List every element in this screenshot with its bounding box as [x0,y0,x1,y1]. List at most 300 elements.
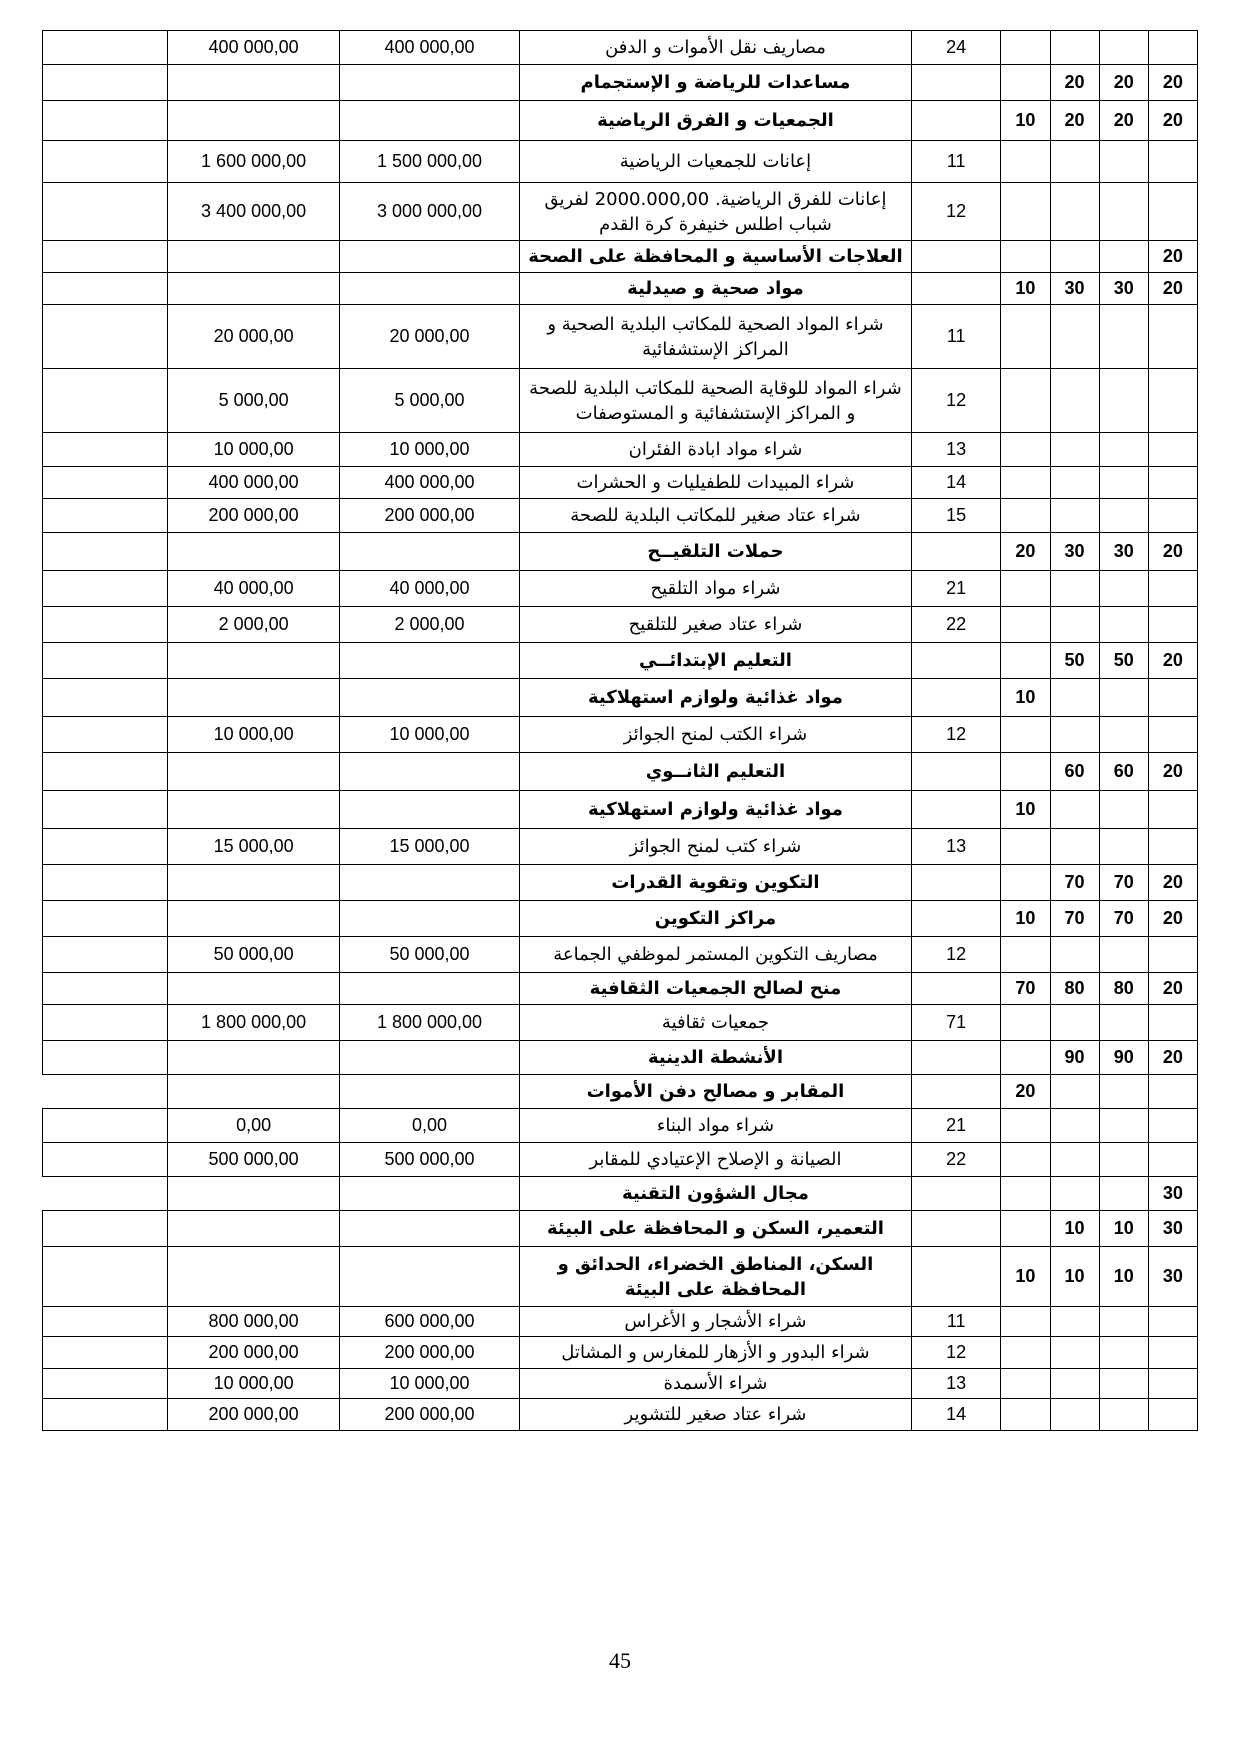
cell-amount-b [340,273,520,305]
cell-num-4 [1148,141,1197,183]
cell-spacer [43,791,168,829]
cell-num-2: 20 [1050,65,1099,101]
cell-num-3 [1099,31,1148,65]
cell-item-code: 24 [912,31,1001,65]
cell-num-4: 30 [1148,1177,1197,1211]
cell-num-1 [1001,717,1050,753]
cell-spacer [43,865,168,901]
cell-amount-b [340,533,520,571]
cell-item-label: العلاجات الأساسية و المحافظة على الصحة [519,241,911,273]
section-heading-row [43,901,1198,937]
cell-amount-b: 200 000,00 [340,1337,520,1369]
section-heading-row [43,865,1198,901]
cell-num-2 [1050,1109,1099,1143]
cell-item-label: إعانات للفرق الرياضية. 2000.000,00 لفريق شباب اطلس خنيفرة كرة القدم [519,183,911,241]
cell-amount-b: 200 000,00 [340,1399,520,1431]
cell-item-code: 12 [912,369,1001,433]
cell-amount-a [168,643,340,679]
cell-num-1 [1001,369,1050,433]
cell-spacer [43,305,168,369]
cell-num-1 [1001,499,1050,533]
table-row [43,467,1198,499]
section-heading-row [43,973,1198,1005]
cell-spacer [43,1247,168,1307]
cell-num-4 [1148,183,1197,241]
cell-amount-a [168,273,340,305]
cell-spacer [43,499,168,533]
cell-item-code: 13 [912,1369,1001,1399]
table-row [43,607,1198,643]
cell-amount-a: 400 000,00 [168,31,340,65]
cell-num-3 [1099,1177,1148,1211]
cell-num-3: 80 [1099,973,1148,1005]
cell-num-3 [1099,1337,1148,1369]
cell-num-2 [1050,467,1099,499]
cell-amount-a: 10 000,00 [168,1369,340,1399]
cell-item-code [912,273,1001,305]
cell-amount-a: 500 000,00 [168,1143,340,1177]
cell-num-1 [1001,571,1050,607]
cell-num-2 [1050,829,1099,865]
table-row [43,31,1198,65]
cell-num-3 [1099,433,1148,467]
cell-item-label: التعمير، السكن و المحافظة على البيئة [519,1211,911,1247]
section-heading-row [43,65,1198,101]
table-row [43,1369,1198,1399]
cell-num-4: 20 [1148,241,1197,273]
section-heading-row [43,533,1198,571]
cell-spacer [43,1369,168,1399]
section-heading-row [43,1041,1198,1075]
cell-amount-b: 40 000,00 [340,571,520,607]
cell-amount-b: 50 000,00 [340,937,520,973]
cell-num-4: 30 [1148,1211,1197,1247]
cell-amount-b [340,65,520,101]
cell-item-code [912,1247,1001,1307]
section-heading-row [43,1247,1198,1307]
cell-num-1 [1001,1337,1050,1369]
cell-item-label: الأنشطة الدينية [519,1041,911,1075]
cell-spacer [43,829,168,865]
cell-item-code: 11 [912,1307,1001,1337]
cell-num-2: 70 [1050,901,1099,937]
cell-amount-b: 0,00 [340,1109,520,1143]
cell-num-2 [1050,1307,1099,1337]
cell-num-4 [1148,717,1197,753]
cell-num-1 [1001,305,1050,369]
cell-amount-a: 200 000,00 [168,1337,340,1369]
cell-spacer [43,1399,168,1431]
cell-num-4 [1148,829,1197,865]
cell-item-code [912,1177,1001,1211]
cell-num-2 [1050,31,1099,65]
cell-item-label: شراء عتاد صغير للتشوير [519,1399,911,1431]
cell-amount-b: 500 000,00 [340,1143,520,1177]
cell-spacer [43,901,168,937]
cell-num-2 [1050,1177,1099,1211]
cell-num-3 [1099,829,1148,865]
cell-amount-a: 400 000,00 [168,467,340,499]
cell-num-1: 70 [1001,973,1050,1005]
cell-item-code: 11 [912,305,1001,369]
cell-spacer [43,467,168,499]
cell-amount-b [340,1177,520,1211]
cell-item-code [912,791,1001,829]
cell-item-code [912,643,1001,679]
cell-num-4 [1148,937,1197,973]
cell-num-1 [1001,433,1050,467]
cell-num-1: 10 [1001,679,1050,717]
cell-amount-a [168,973,340,1005]
cell-num-3 [1099,1143,1148,1177]
cell-item-code: 13 [912,433,1001,467]
section-heading-row [43,643,1198,679]
cell-spacer [43,31,168,65]
cell-num-2 [1050,241,1099,273]
cell-item-code: 21 [912,1109,1001,1143]
cell-num-4: 20 [1148,273,1197,305]
cell-amount-b: 15 000,00 [340,829,520,865]
table-row [43,1143,1198,1177]
cell-amount-b [340,1247,520,1307]
table-row [43,1337,1198,1369]
cell-amount-a: 10 000,00 [168,433,340,467]
cell-num-2 [1050,1075,1099,1109]
cell-amount-a: 40 000,00 [168,571,340,607]
cell-num-4: 30 [1148,1247,1197,1307]
cell-item-label: مواد غذائية ولوازم استهلاكية [519,679,911,717]
cell-num-2 [1050,1005,1099,1041]
cell-item-code: 21 [912,571,1001,607]
cell-item-code: 22 [912,1143,1001,1177]
cell-item-label: مصاريف نقل الأموات و الدفن [519,31,911,65]
table-row [43,305,1198,369]
cell-num-2 [1050,499,1099,533]
cell-amount-b: 400 000,00 [340,467,520,499]
cell-num-1: 10 [1001,101,1050,141]
cell-amount-b: 400 000,00 [340,31,520,65]
section-heading-row [43,101,1198,141]
cell-item-label: مواد غذائية ولوازم استهلاكية [519,791,911,829]
section-heading-row [43,1075,1198,1109]
section-heading-row [43,679,1198,717]
cell-amount-a: 0,00 [168,1109,340,1143]
cell-num-3 [1099,369,1148,433]
cell-num-4: 20 [1148,101,1197,141]
cell-num-4: 20 [1148,753,1197,791]
cell-num-1 [1001,141,1050,183]
cell-spacer [43,973,168,1005]
cell-item-code: 12 [912,717,1001,753]
cell-num-3: 10 [1099,1211,1148,1247]
cell-num-3: 20 [1099,65,1148,101]
cell-item-code [912,241,1001,273]
cell-num-2: 30 [1050,533,1099,571]
cell-item-label: شراء المواد الصحية للمكاتب البلدية الصحية و المراكز الإستشفائية [519,305,911,369]
cell-amount-b: 3 000 000,00 [340,183,520,241]
cell-amount-a [168,679,340,717]
cell-num-3 [1099,717,1148,753]
cell-num-1 [1001,1307,1050,1337]
cell-num-2: 10 [1050,1247,1099,1307]
cell-amount-b [340,901,520,937]
cell-num-1: 10 [1001,901,1050,937]
cell-item-label: مجال الشؤون التقنية [519,1177,911,1211]
cell-num-4 [1148,1369,1197,1399]
cell-amount-b [340,973,520,1005]
table-row [43,937,1198,973]
cell-num-2 [1050,433,1099,467]
cell-spacer [43,241,168,273]
cell-amount-b: 10 000,00 [340,717,520,753]
cell-amount-a: 800 000,00 [168,1307,340,1337]
cell-spacer [43,1005,168,1041]
cell-spacer [43,533,168,571]
cell-item-label: التكوين وتقوية القدرات [519,865,911,901]
cell-amount-a [168,753,340,791]
cell-num-2 [1050,607,1099,643]
cell-item-label: شراء الأسمدة [519,1369,911,1399]
table-row [43,499,1198,533]
cell-spacer [43,273,168,305]
cell-spacer [43,1109,168,1143]
cell-num-3: 70 [1099,901,1148,937]
cell-item-code: 13 [912,829,1001,865]
cell-amount-a: 200 000,00 [168,1399,340,1431]
cell-num-3 [1099,937,1148,973]
cell-item-code: 71 [912,1005,1001,1041]
cell-amount-a [168,791,340,829]
cell-amount-a [168,533,340,571]
cell-item-label: شراء المبيدات للطفيليات و الحشرات [519,467,911,499]
cell-amount-b [340,1211,520,1247]
cell-num-1 [1001,1369,1050,1399]
cell-num-1: 10 [1001,791,1050,829]
cell-num-1 [1001,183,1050,241]
cell-num-1: 10 [1001,1247,1050,1307]
cell-num-2 [1050,791,1099,829]
cell-num-4 [1148,31,1197,65]
cell-amount-b: 10 000,00 [340,433,520,467]
cell-num-2: 30 [1050,273,1099,305]
cell-item-label: الصيانة و الإصلاح الإعتيادي للمقابر [519,1143,911,1177]
section-heading-row [43,241,1198,273]
cell-item-label: مراكز التكوين [519,901,911,937]
cell-item-label: التعليم الثانــوي [519,753,911,791]
cell-amount-b: 2 000,00 [340,607,520,643]
cell-num-4 [1148,571,1197,607]
table-row [43,369,1198,433]
table-row [43,829,1198,865]
cell-num-4 [1148,369,1197,433]
cell-item-code [912,1075,1001,1109]
cell-num-3: 30 [1099,533,1148,571]
cell-num-2: 80 [1050,973,1099,1005]
cell-num-4 [1148,499,1197,533]
cell-item-label: منح لصالح الجمعيات الثقافية [519,973,911,1005]
cell-num-3 [1099,467,1148,499]
cell-item-code [912,901,1001,937]
cell-item-label: مواد صحية و صيدلية [519,273,911,305]
cell-num-4 [1148,1143,1197,1177]
cell-num-4: 20 [1148,1041,1197,1075]
cell-amount-a [168,1177,340,1211]
cell-num-1 [1001,1041,1050,1075]
cell-num-2: 50 [1050,643,1099,679]
cell-num-2 [1050,141,1099,183]
cell-item-label: شراء الكتب لمنح الجوائز [519,717,911,753]
cell-spacer [43,937,168,973]
cell-amount-b [340,679,520,717]
cell-spacer [43,1307,168,1337]
cell-item-code [912,753,1001,791]
cell-num-1: 20 [1001,1075,1050,1109]
cell-item-code [912,865,1001,901]
cell-num-3: 50 [1099,643,1148,679]
cell-item-label: مصاريف التكوين المستمر لموظفي الجماعة [519,937,911,973]
cell-item-code [912,1041,1001,1075]
cell-amount-a [168,1211,340,1247]
cell-item-label: التعليم الإبتدائــي [519,643,911,679]
table-row [43,1005,1198,1041]
section-heading-row [43,791,1198,829]
cell-num-3: 70 [1099,865,1148,901]
cell-num-4: 20 [1148,901,1197,937]
cell-amount-a [168,101,340,141]
cell-num-3 [1099,1399,1148,1431]
cell-spacer [43,433,168,467]
cell-amount-b [340,791,520,829]
cell-item-code: 22 [912,607,1001,643]
table-row [43,1399,1198,1431]
cell-item-code [912,101,1001,141]
table-row [43,1307,1198,1337]
table-row [43,571,1198,607]
cell-amount-b: 10 000,00 [340,1369,520,1399]
cell-num-3 [1099,1075,1148,1109]
cell-spacer [43,1041,168,1075]
cell-amount-b [340,643,520,679]
page-number: 45 [609,1648,631,1673]
cell-num-2 [1050,1337,1099,1369]
cell-num-2 [1050,1399,1099,1431]
cell-spacer [43,65,168,101]
cell-item-label: شراء مواد البناء [519,1109,911,1143]
cell-amount-b [340,1075,520,1109]
cell-num-3 [1099,679,1148,717]
cell-amount-b [340,1041,520,1075]
cell-amount-b [340,101,520,141]
cell-num-1 [1001,1109,1050,1143]
cell-num-2 [1050,937,1099,973]
cell-num-3: 90 [1099,1041,1148,1075]
cell-num-4 [1148,1337,1197,1369]
cell-num-1 [1001,643,1050,679]
section-heading-row [43,273,1198,305]
cell-amount-b: 1 800 000,00 [340,1005,520,1041]
cell-num-2 [1050,305,1099,369]
cell-num-4: 20 [1148,65,1197,101]
cell-num-4 [1148,305,1197,369]
cell-num-2: 10 [1050,1211,1099,1247]
cell-num-3 [1099,607,1148,643]
cell-num-1: 10 [1001,273,1050,305]
cell-item-code: 11 [912,141,1001,183]
cell-num-4 [1148,607,1197,643]
cell-num-2 [1050,1369,1099,1399]
cell-num-4 [1148,791,1197,829]
table-row [43,717,1198,753]
cell-item-code: 14 [912,1399,1001,1431]
cell-num-4 [1148,679,1197,717]
cell-item-label: شراء الأشجار و الأغراس [519,1307,911,1337]
section-heading-row [43,1211,1198,1247]
cell-item-label: شراء البدور و الأزهار للمغارس و المشاتل [519,1337,911,1369]
section-heading-row [43,753,1198,791]
cell-amount-a: 10 000,00 [168,717,340,753]
cell-amount-a: 200 000,00 [168,499,340,533]
cell-num-1: 20 [1001,533,1050,571]
cell-spacer [43,1211,168,1247]
cell-num-2: 20 [1050,101,1099,141]
cell-num-2: 90 [1050,1041,1099,1075]
table-row [43,1109,1198,1143]
cell-item-code [912,533,1001,571]
cell-spacer [43,643,168,679]
cell-num-4 [1148,1399,1197,1431]
cell-num-2 [1050,717,1099,753]
budget-rows [43,31,1198,1431]
cell-amount-b: 20 000,00 [340,305,520,369]
cell-spacer [43,1143,168,1177]
cell-num-3 [1099,1109,1148,1143]
cell-amount-a [168,241,340,273]
cell-amount-a: 1 800 000,00 [168,1005,340,1041]
cell-item-code: 12 [912,183,1001,241]
budget-table [42,30,1198,1431]
cell-item-code [912,65,1001,101]
cell-amount-a: 20 000,00 [168,305,340,369]
cell-num-2 [1050,1143,1099,1177]
cell-spacer [43,1337,168,1369]
cell-num-1 [1001,467,1050,499]
table-row [43,183,1198,241]
cell-num-1 [1001,1005,1050,1041]
cell-amount-b: 5 000,00 [340,369,520,433]
cell-num-1 [1001,1177,1050,1211]
cell-num-4 [1148,1075,1197,1109]
cell-num-3: 10 [1099,1247,1148,1307]
cell-item-label: شراء كتب لمنح الجوائز [519,829,911,865]
cell-num-1 [1001,753,1050,791]
cell-item-label: حملات التلقيــح [519,533,911,571]
cell-item-code: 15 [912,499,1001,533]
cell-num-4: 20 [1148,973,1197,1005]
cell-spacer [43,679,168,717]
cell-item-label: الجمعيات و الفرق الرياضية [519,101,911,141]
cell-item-label: السكن، المناطق الخضراء، الحدائق و المحافظة على البيئة [519,1247,911,1307]
cell-num-4 [1148,467,1197,499]
cell-num-4 [1148,433,1197,467]
cell-num-1 [1001,829,1050,865]
cell-spacer [43,101,168,141]
cell-amount-a: 50 000,00 [168,937,340,973]
cell-num-3 [1099,499,1148,533]
cell-num-3 [1099,1307,1148,1337]
cell-amount-a: 3 400 000,00 [168,183,340,241]
cell-item-label: شراء مواد التلقيح [519,571,911,607]
cell-num-1 [1001,1143,1050,1177]
